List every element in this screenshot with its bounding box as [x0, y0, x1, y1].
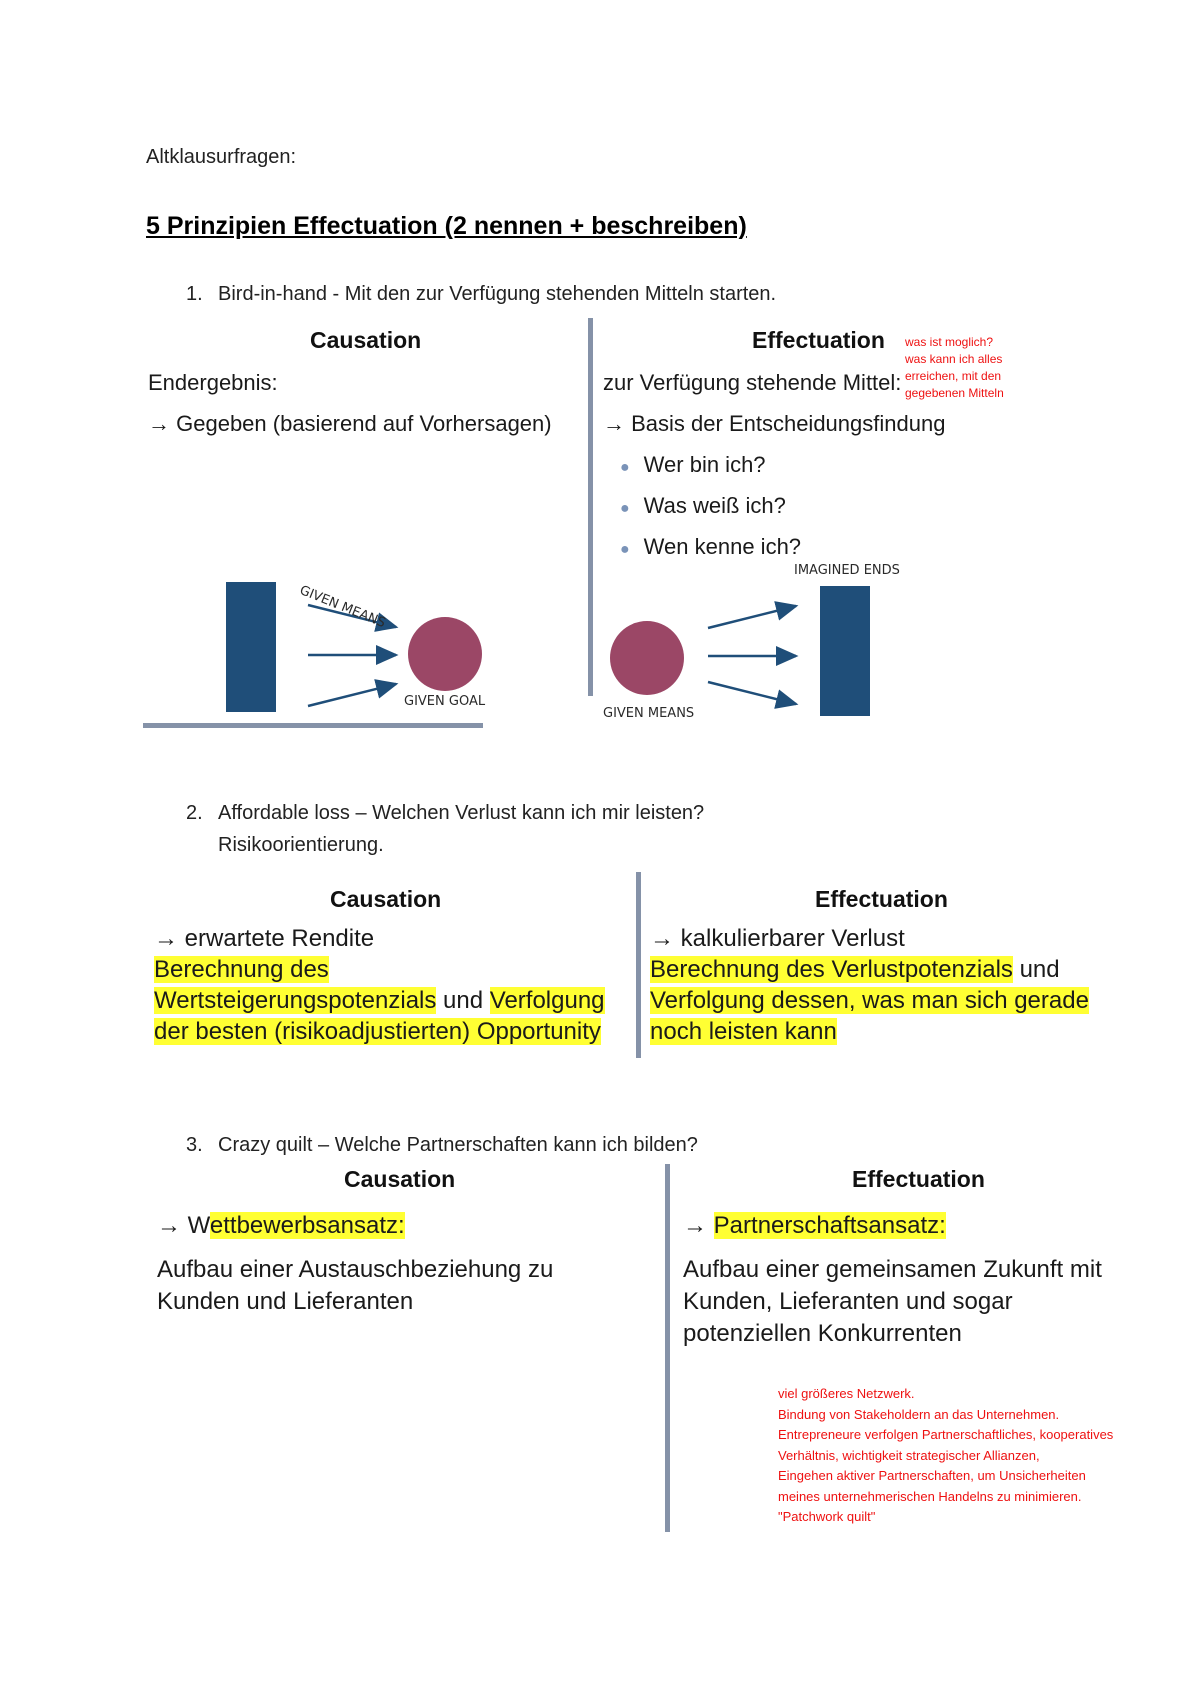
slide3-annotation: viel größeres Netzwerk. Bindung von Stakeholdern an das Unternehmen. Entrepreneure verfolgen Partnerschaftliches, kooperatives Verhältnis, wichtigkeit strategischer Allianzen, Eingehen aktiver Partnerschaften, um Unsicherheiten meines unternehmerischen Handelns zu minimieren. "Patchwork quilt" [778, 1386, 1114, 1524]
slide3-divider [665, 1164, 670, 1532]
slide1-causation-line2-row [148, 411, 552, 437]
slide2-divider [636, 872, 641, 1058]
slide3-causation-line2: Kunden und Lieferanten [157, 1288, 414, 1315]
bullet-icon: ● [620, 459, 630, 476]
means-circle [610, 621, 684, 695]
slide2-effectuation-line1: kalkulierbarer Verlust [680, 925, 905, 952]
given-goal-label: GIVEN GOAL [404, 694, 486, 709]
slide2-causation-line3-row: Wertsteigerungspotenzials und Verfolgung [154, 987, 605, 1014]
slide3-effectuation-line3: potenziellen Konkurrenten [683, 1320, 962, 1347]
slide1-annotation: was ist moglich? was kann ich alles erreichen, mit den gegebenen Mitteln [905, 335, 1004, 400]
page-heading: 5 Prinzipien Effectuation (2 nennen + beschreiben) [146, 212, 747, 240]
slide1-effectuation-title: Effectuation [752, 327, 885, 353]
slide3-causation-line1: Aufbau einer Austauschbeziehung zu [157, 1256, 554, 1283]
slide3-effectuation-title: Effectuation [852, 1166, 985, 1192]
slide2-effectuation-line3-row: Verfolgung dessen, was man sich gerade [650, 987, 1089, 1014]
list-item: ● Wer bin ich? [620, 452, 766, 477]
principle-1-number: 1. [186, 283, 203, 305]
means-bar [226, 582, 276, 712]
arrow-icon: → [157, 1212, 181, 1239]
principle-1-text: Bird-in-hand - Mit den zur Verfügung stehenden Mitteln starten. [218, 283, 777, 305]
imagined-ends-label: IMAGINED ENDS [794, 563, 900, 578]
ends-bar [820, 586, 870, 716]
list-item: ● Wen kenne ich? [620, 534, 802, 559]
arrow-icon: → [154, 925, 178, 952]
slide2-effectuation-line1-row [650, 925, 905, 953]
arrow-icon: → [683, 1212, 707, 1239]
slide3-effectuation-line1: Aufbau einer gemeinsamen Zukunft mit [683, 1256, 1102, 1283]
slide2-causation-line1: erwartete Rendite [184, 925, 375, 952]
slide1-causation-title: Causation [310, 327, 422, 353]
slide2-effectuation-line4-row: noch leisten kann [650, 1018, 837, 1045]
slide1-causation-line1: Endergebnis: [148, 370, 278, 395]
bullet-icon: ● [620, 541, 630, 558]
slide2-effectuation-title: Effectuation [815, 886, 948, 912]
bullet-icon: ● [620, 500, 630, 517]
list-item: ● Was weiß ich? [620, 493, 786, 518]
slide1-effectuation-line2: Basis der Entscheidungsfindung [631, 411, 946, 436]
slide3-effectuation-label-row: → Partnerschaftsansatz: [683, 1212, 946, 1239]
given-means-label: GIVEN MEANS [297, 583, 388, 632]
intro-text: Altklausurfragen: [146, 146, 297, 168]
goal-circle [408, 617, 482, 691]
slide2-effectuation-line2-row: Berechnung des Verlustpotenzials und [650, 956, 1060, 983]
principle-2-number: 2. [186, 802, 203, 824]
slide2-causation-line1-row [154, 925, 374, 953]
slide2-causation-line2-row [154, 956, 329, 984]
slide1-causation-line2: Gegeben (basierend auf Vorhersagen) [176, 411, 552, 436]
principle-2-text: Affordable loss – Welchen Verlust kann ich mir leisten? [218, 802, 705, 824]
slide1-effectuation-line1: zur Verfügung stehende Mittel: [603, 370, 902, 395]
arrow-icon: → [650, 925, 674, 952]
slide3-causation-label-row: → Wettbewerbsansatz: [157, 1212, 405, 1239]
slide2-causation-line2: Berechnung des [154, 956, 329, 983]
slide1-effectuation-line2-row [603, 411, 945, 437]
principle-3-number: 3. [186, 1134, 203, 1156]
principle-2-subtext: Risikoorientierung. [218, 834, 384, 856]
arrow-icon [708, 606, 796, 628]
arrow-icon: → [148, 411, 170, 436]
effectuation-diagram [600, 570, 900, 720]
principle-3-text: Crazy quilt – Welche Partnerschaften kann ich bilden? [218, 1134, 698, 1156]
slide2-causation-title: Causation [330, 886, 442, 912]
slide3-causation-title: Causation [344, 1166, 456, 1192]
slide1-baseline [143, 723, 483, 728]
slide2-causation-line4-row: der besten (risikoadjustierten) Opportunity [154, 1018, 601, 1045]
arrow-icon [308, 684, 396, 706]
arrow-icon [708, 682, 796, 704]
slide3-effectuation-line2: Kunden, Lieferanten und sogar [683, 1288, 1013, 1315]
given-means-label: GIVEN MEANS [603, 706, 695, 721]
slide1-divider [588, 318, 593, 696]
arrow-icon: → [603, 411, 625, 436]
